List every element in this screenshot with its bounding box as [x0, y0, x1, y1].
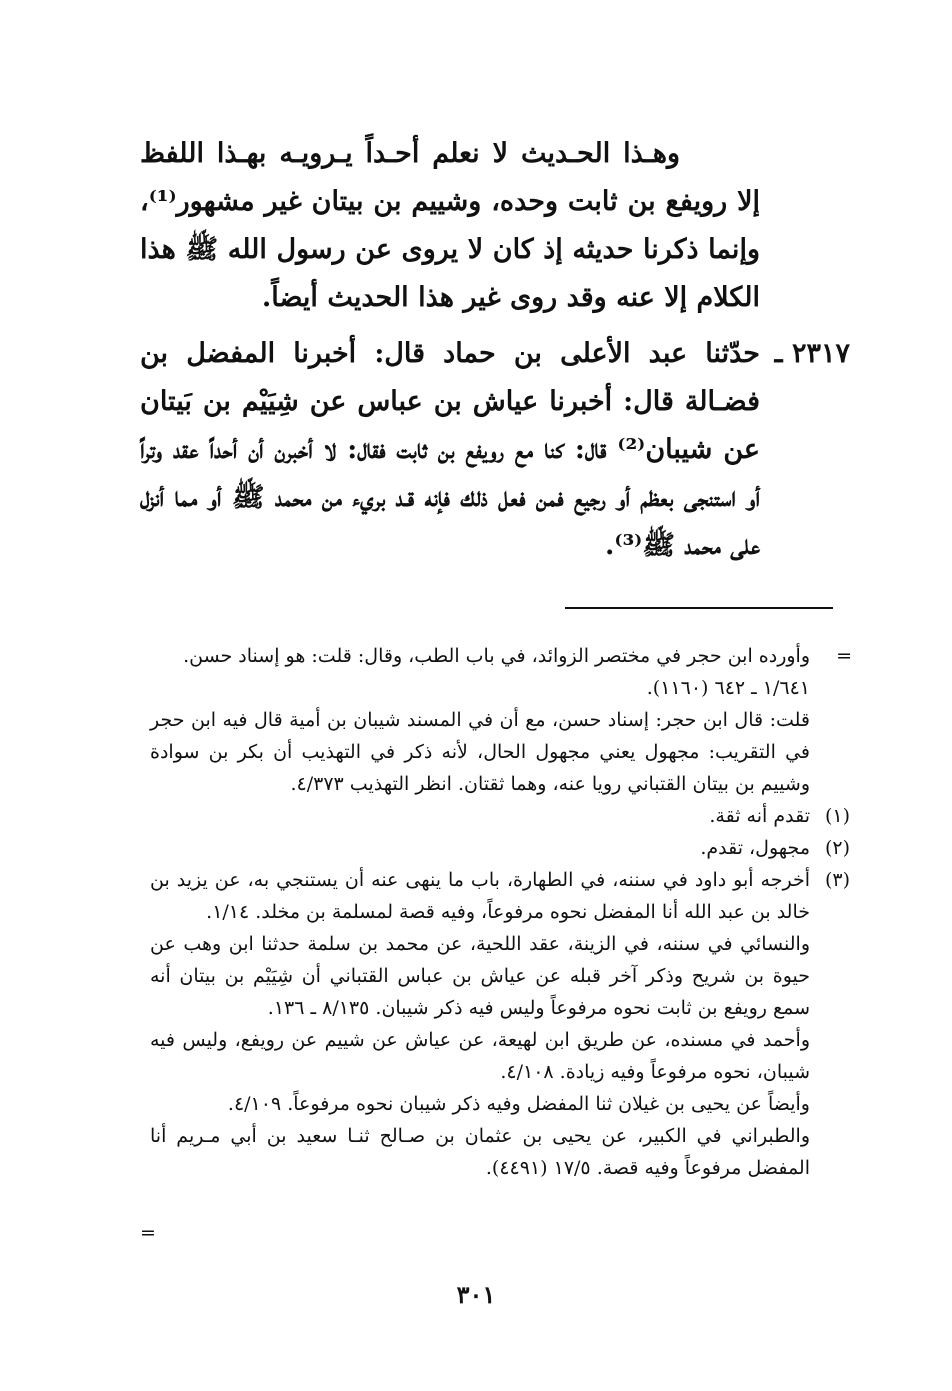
footnote-text: تقدم أنه ثقة. — [709, 805, 810, 827]
bottom-continuation-marker: = — [140, 1222, 156, 1244]
footnote-item — [150, 864, 850, 1184]
footnote-text: وأيضاً عن يحيى بن غيلان ثنا المفضل وفيه ذكر شيبان نحوه مرفوعاً. ٤/١٠٩. — [227, 1093, 810, 1115]
footnote-text: أخرجه أبو داود في سننه، في الطهارة، باب ما ينهى عنه أن يستنجي به، عن يزيد بن خالد بن عبد الله أنا المفضل نحوه مرفوعاً، وفيه قصة لمسلمة بن مخلد. ١/١٤. — [150, 869, 810, 923]
footnote-number: (٣) — [824, 869, 850, 891]
footnote-number: (١) — [824, 805, 850, 827]
footnote-number: (٢) — [824, 837, 850, 859]
footnote-separator — [565, 607, 833, 609]
footnote-line: وأورده ابن حجر في مختصر الزوائد، في باب الطب، وقال: قلت: هو إسناد حسن. — [183, 645, 810, 667]
hadith-number: ٢٣١٧ ـ — [774, 338, 850, 369]
page-number: ٣٠١ — [456, 1280, 496, 1309]
hadith-block — [140, 330, 850, 570]
footnote-item — [150, 832, 850, 864]
main-text — [140, 130, 850, 570]
footnotes — [150, 640, 852, 1184]
footnote-note-paragraph: قلت: قال ابن حجر: إسناد حسن، مع أن في المسند شيبان بن أمية قال فيه ابن حجر في التقريب: مجهول يعني مجهول الحال، لأنه ذكر في التهذيب أن بكر بن سوادة وشييم بن بيتان القتباني رويا عنه، وهما ثقتان. انظر التهذيب ٤/٣٧٣. — [150, 709, 810, 795]
continuation-marker: = — [836, 645, 852, 667]
footnote-text: والنسائي في سننه، في الزينة، عقد اللحية، عن محمد بن سلمة حدثنا ابن وهب عن حيوة بن شريح وذكر آخر قبله عن عياش بن عباس القتباني أن شِيَيْم بن بيتان أنه سمع رويفع بن ثابت نحوه مرفوعاً وليس فيه ذكر شيبان. ٨/١٣٥ ـ ١٣٦. — [150, 933, 810, 1019]
footnote-line: ١/٦٤١ ـ ٦٤٢ (١١٦٠). — [646, 677, 810, 699]
hadith-text: حدّثنا عبد الأعلى بن حماد قال: أخبرنا المفضل بن فضـالة قال: أخبرنا عياش بن عباس عن شِيَيْم بن بَيتان عن شيبان⁽²⁾ قال: كنا مع رويفع بن ثابت فقال: لا أخبرن أن أحداً عقد وتراً أو استنجى بعظم أو رجيع فمن فعل ذلك فإنه قـد بريء من محمد ﷺ أو مما أنزل على محمد ﷺ⁽³⁾. — [140, 338, 761, 561]
footnote-item — [150, 800, 850, 832]
footnote-text: وأحمد في مسنده، عن طريق ابن لهيعة، عن عياش عن شييم عن رويفع، وليس فيه شيبان، نحوه مرفوعاً وفيه زيادة. ٤/١٠٨. — [150, 1029, 810, 1083]
footnote-text: والطبراني في الكبير، عن يحيى بن عثمان بن صـالح ثنـا سعيد بن أبي مـريم أنا المفضل مرفوعاً وفيه قصة. ١٧/٥ (٤٤٩١). — [150, 1125, 810, 1179]
footnote-text: مجهول، تقدم. — [700, 837, 810, 859]
footnote-continuation — [150, 640, 852, 704]
intro-paragraph: وهـذا الحـديث لا نعلم أحـداً يـرويـه بهـذا اللفظ إلا رويفع بن ثابت وحده، وشييم بن بيتان غير مشهور⁽¹⁾، وإنما ذكرنا حديثه إذ كان لا يروى عن رسول الله ﷺ هذا الكلام إلا عنه وقد روى غير هذا الحديث أيضاً. — [140, 138, 760, 313]
